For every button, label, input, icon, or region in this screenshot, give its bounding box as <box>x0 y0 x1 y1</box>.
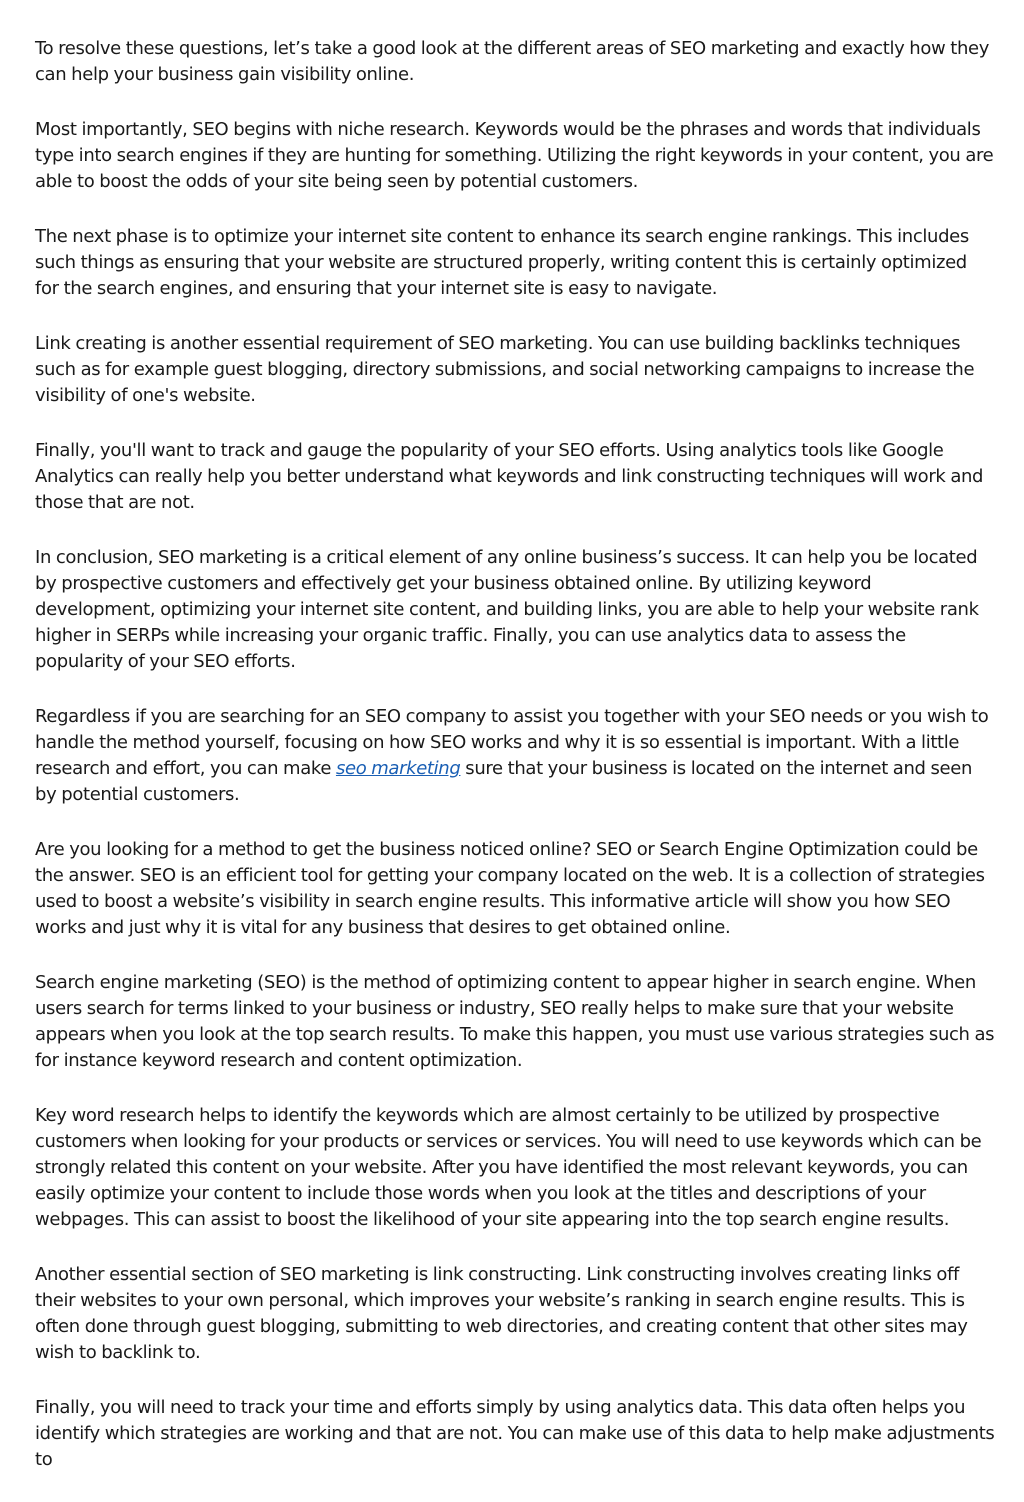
paragraph-3: The next phase is to optimize your internet site content to enhance its search engine rankings. This includes such things as ensuring that your website are structured properly, writing content this is certainly optimized for the search engines, and ensuring that your internet site is easy to navigate. <box>35 226 969 299</box>
paragraph-7 <box>35 704 995 808</box>
paragraph-9: Search engine marketing (SEO) is the method of optimizing content to appear higher in search engine. When users search for terms linked to your business or industry, SEO really helps to make sure that your website appears when you look at the top search results. To make this happen, you must use various strategies such as for instance keyword research and content optimization. <box>35 972 995 1071</box>
paragraph-11: Another essential section of SEO marketing is link constructing. Link constructing involves creating links off their websites to your own personal, which improves your website’s ranking in search engine results. This is often done through guest blogging, submitting to web directories, and creating content that other sites may wish to backlink to. <box>35 1264 968 1363</box>
paragraph-8: Are you looking for a method to get the business noticed online? SEO or Search Engine Optimization could be the answer. SEO is an efficient tool for getting your company located on the web. It is a collection of strategies used to boost a website’s visibility in search engine results. This informative article will show you how SEO works and just why it is vital for any business that desires to get obtained online. <box>35 839 985 938</box>
paragraph-6: In conclusion, SEO marketing is a critical element of any online business’s success. It can help you be located by prospective customers and effectively get your business obtained online. By utilizing keyword development, optimizing your internet site content, and building links, you are able to help your website rank higher in SERPs while increasing your organic traffic. Finally, you can use analytics data to assess the popularity of your SEO efforts. <box>35 547 979 672</box>
paragraph-12: Finally, you will need to track your time and efforts simply by using analytics data. This data often helps you identify which strategies are working and that are not. You can make use of this data to help make adjustments to <box>35 1397 995 1470</box>
paragraph-10: Key word research helps to identify the keywords which are almost certainly to be utilized by prospective customers when looking for your products or services or services. You will need to use keywords which can be strongly related this content on your website. After you have identified the most relevant keywords, you can easily optimize your content to include those words when you look at the titles and descriptions of your webpages. This can assist to boost the likelihood of your site appearing into the top search engine results. <box>35 1105 982 1230</box>
paragraph-5: Finally, you'll want to track and gauge the popularity of your SEO efforts. Using analytics tools like Google Analytics can really help you better understand what keywords and link constructing techniques will work and those that are not. <box>35 440 984 513</box>
paragraph-1: To resolve these questions, let’s take a good look at the different areas of SEO marketing and exactly how they can help your business gain visibility online. <box>35 38 990 85</box>
seo-marketing-link[interactable]: seo marketing <box>335 758 461 779</box>
document-body <box>35 36 995 1502</box>
paragraph-7-text-after: sure that your business is located on the internet and seen by potential customers. <box>35 758 973 805</box>
paragraph-2: Most importantly, SEO begins with niche research. Keywords would be the phrases and words that individuals type into search engines if they are hunting for something. Utilizing the right keywords in your content, you are able to boost the odds of your site being seen by potential customers. <box>35 119 994 192</box>
paragraph-4: Link creating is another essential requirement of SEO marketing. You can use building backlinks techniques such as for example guest blogging, directory submissions, and social networking campaigns to increase the visibility of one's website. <box>35 333 975 406</box>
paragraph-7-text-before: Regardless if you are searching for an SEO company to assist you together with your SEO needs or you wish to handle the method yourself, focusing on how SEO works and why it is so essential is important. With a little research and effort, you can make <box>35 706 989 779</box>
